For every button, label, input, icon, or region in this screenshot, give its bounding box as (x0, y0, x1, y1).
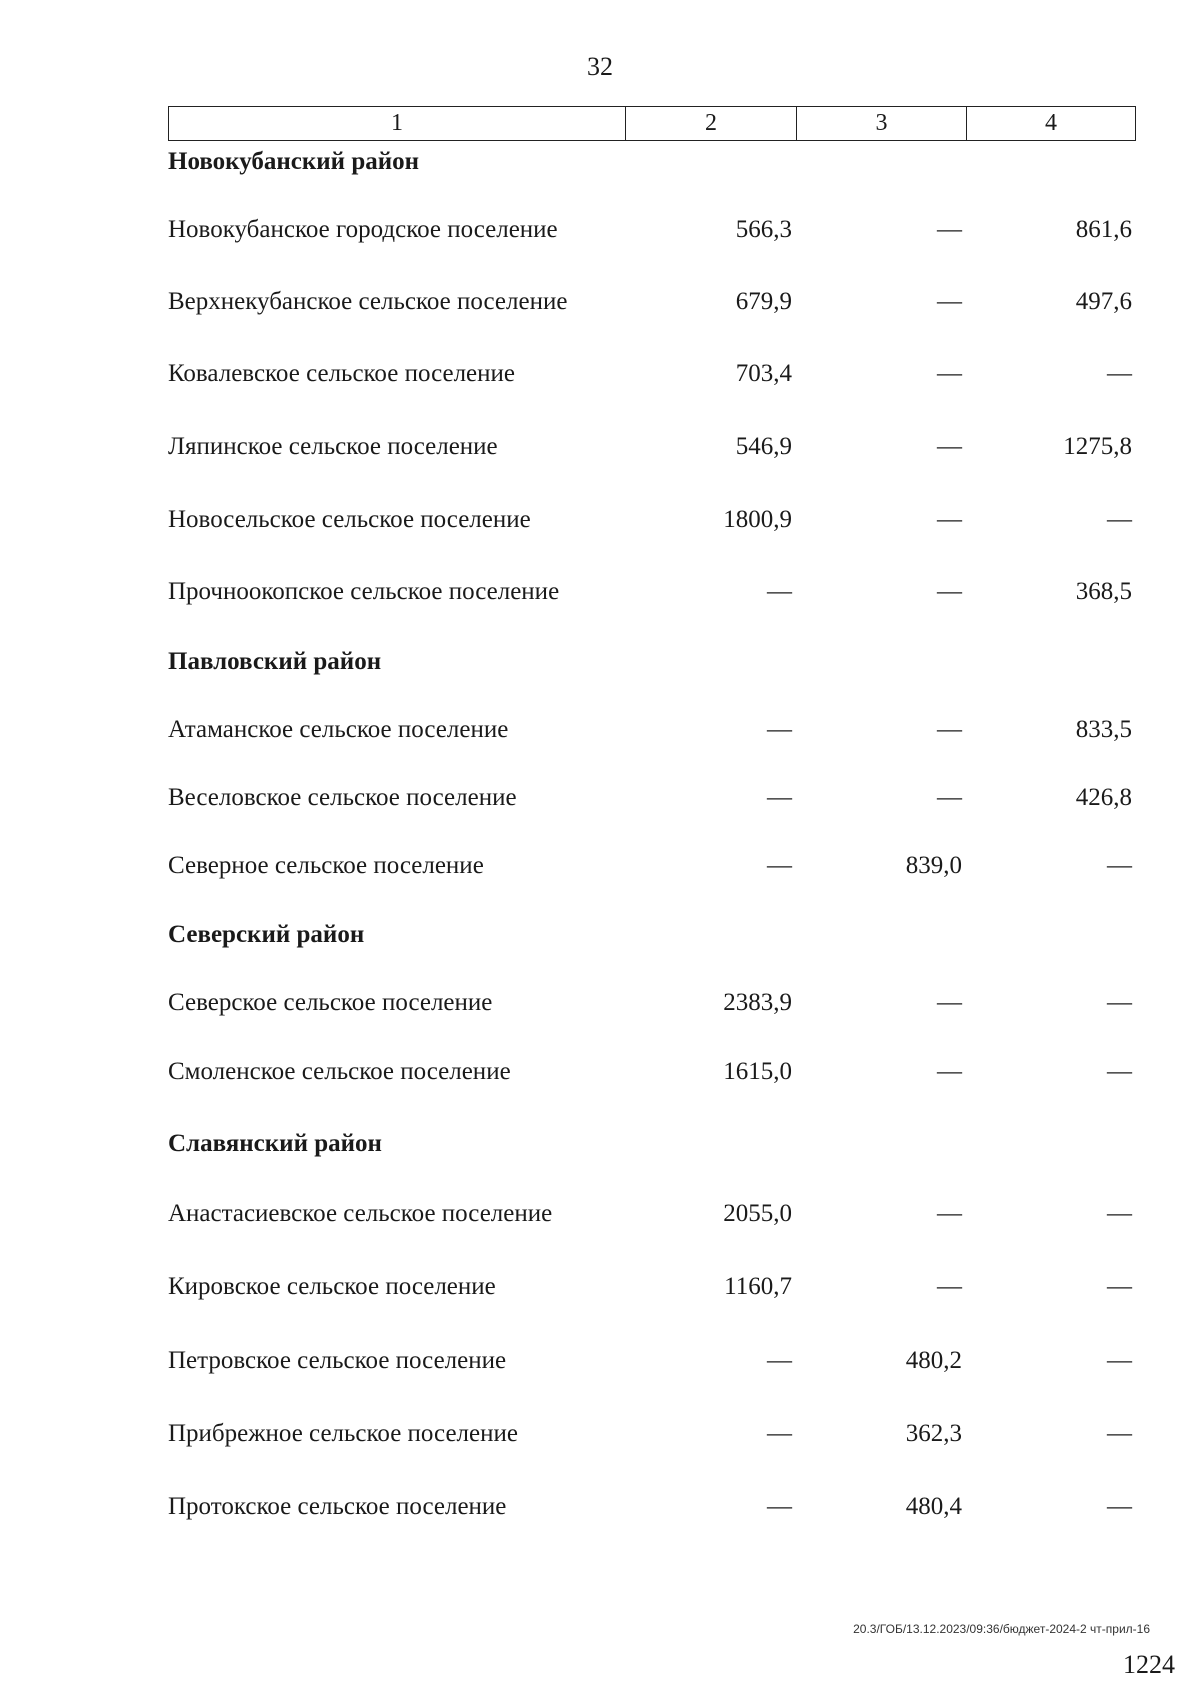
row-value-col2: — (767, 1347, 792, 1374)
row-value-col2: — (767, 852, 792, 879)
row-value-col2: 2055,0 (723, 1200, 792, 1227)
row-value-col2: — (767, 1493, 792, 1520)
row-name: Петровское сельское поселение (168, 1347, 507, 1374)
row-name: Новокубанское городское поселение (168, 216, 558, 243)
row-value-col2: — (767, 1420, 792, 1447)
column-header-2: 2 (626, 107, 797, 140)
row-value-col4: 368,5 (1075, 578, 1132, 605)
row-value-col2: — (767, 784, 792, 811)
row-value-col4: 861,6 (1075, 216, 1132, 243)
row-name: Северное сельское поселение (168, 852, 484, 879)
row-value-col3: — (937, 216, 962, 243)
row-name: Прочноокопское сельское поселение (168, 578, 560, 605)
row-value-col3: — (937, 288, 962, 315)
row-name: Павловский район (168, 648, 382, 675)
row-value-col4: — (1107, 1273, 1132, 1300)
table-row (168, 1124, 1136, 1164)
table-row (168, 1414, 1136, 1454)
row-value-col2: 1615,0 (723, 1058, 792, 1085)
row-value-col2: 566,3 (735, 216, 792, 243)
row-name: Ковалевское сельское поселение (168, 360, 515, 387)
table-row (168, 642, 1136, 682)
row-name: Веселовское сельское поселение (168, 784, 517, 811)
row-value-col3: 362,3 (905, 1420, 962, 1447)
row-value-col4: — (1107, 989, 1132, 1016)
table-row (168, 572, 1136, 612)
table-row (168, 427, 1136, 467)
row-value-col3: — (937, 433, 962, 460)
row-value-col4: — (1107, 360, 1132, 387)
row-value-col3: — (937, 360, 962, 387)
row-value-col3: 480,2 (905, 1347, 962, 1374)
row-value-col3: 480,4 (905, 1493, 962, 1520)
row-value-col3: — (937, 1058, 962, 1085)
row-value-col3: — (937, 1200, 962, 1227)
table-row (168, 210, 1136, 250)
table-row (168, 1341, 1136, 1381)
table-row (168, 1267, 1136, 1307)
table-row (168, 710, 1136, 750)
row-value-col4: 426,8 (1075, 784, 1132, 811)
row-value-col2: — (767, 716, 792, 743)
document-code: 20.3/ГОБ/13.12.2023/09:36/бюджет-2024-2 чт-прил-16 (853, 1622, 1150, 1636)
row-value-col4: — (1107, 1420, 1132, 1447)
row-name: Атаманское сельское поселение (168, 716, 509, 743)
row-value-col4: — (1107, 1058, 1132, 1085)
column-header-1: 1 (169, 107, 626, 140)
row-name: Новокубанский район (168, 148, 420, 175)
table-row (168, 915, 1136, 955)
page-number: 32 (587, 52, 613, 81)
row-name: Протокское сельское поселение (168, 1493, 507, 1520)
row-value-col4: 497,6 (1075, 288, 1132, 315)
table-row (168, 354, 1136, 394)
row-value-col3: — (937, 716, 962, 743)
row-name: Анастасиевское сельское поселение (168, 1200, 553, 1227)
row-value-col4: — (1107, 506, 1132, 533)
sheet-number: 1224 (1123, 1650, 1175, 1679)
row-value-col2: 546,9 (735, 433, 792, 460)
table-row (168, 983, 1136, 1023)
table-row (168, 142, 1136, 182)
row-value-col2: 2383,9 (723, 989, 792, 1016)
row-name: Верхнекубанское сельское поселение (168, 288, 568, 315)
row-value-col4: — (1107, 852, 1132, 879)
column-header-4: 4 (1045, 110, 1057, 136)
row-value-col2: 1800,9 (723, 506, 792, 533)
row-value-col4: 833,5 (1075, 716, 1132, 743)
row-value-col3: — (937, 578, 962, 605)
row-name: Прибрежное сельское поселение (168, 1420, 518, 1447)
table-row (168, 1052, 1136, 1092)
row-value-col3: — (937, 989, 962, 1016)
row-value-col2: 679,9 (735, 288, 792, 315)
row-value-col3: — (937, 506, 962, 533)
row-name: Смоленское сельское поселение (168, 1058, 511, 1085)
row-value-col4: 1275,8 (1063, 433, 1132, 460)
row-value-col2: — (767, 578, 792, 605)
row-value-col2: 1160,7 (724, 1273, 792, 1300)
table-row (168, 1194, 1136, 1234)
row-value-col4: — (1107, 1493, 1132, 1520)
row-name: Северский район (168, 921, 365, 948)
row-value-col3: — (937, 1273, 962, 1300)
table-row (168, 1487, 1136, 1527)
table-row (168, 282, 1136, 322)
row-value-col3: 839,0 (905, 852, 962, 879)
row-name: Северское сельское поселение (168, 989, 493, 1016)
row-name: Кировское сельское поселение (168, 1273, 496, 1300)
column-header-3: 3 (797, 107, 967, 140)
row-value-col3: — (937, 784, 962, 811)
row-name: Ляпинское сельское поселение (168, 433, 498, 460)
table-row (168, 500, 1136, 540)
row-value-col4: — (1107, 1200, 1132, 1227)
row-value-col2: 703,4 (735, 360, 792, 387)
row-name: Славянский район (168, 1130, 382, 1157)
row-name: Новосельское сельское поселение (168, 506, 531, 533)
row-value-col4: — (1107, 1347, 1132, 1374)
table-row (168, 778, 1136, 818)
table-row (168, 846, 1136, 886)
